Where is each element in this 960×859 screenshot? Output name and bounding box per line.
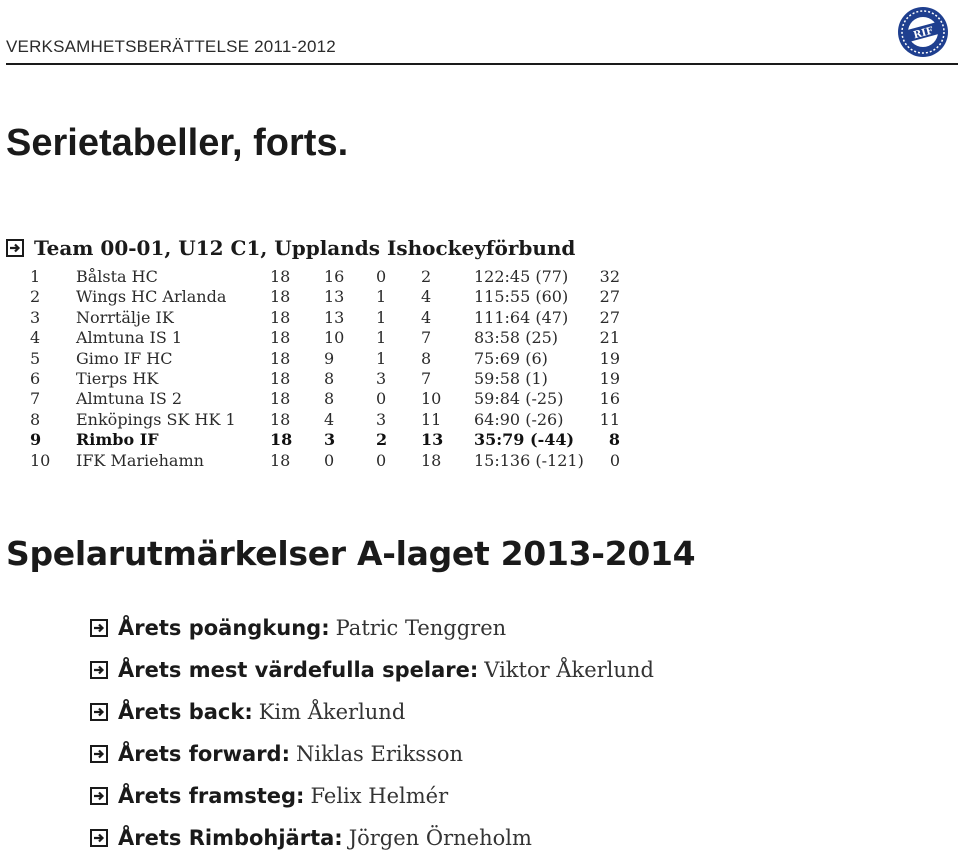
cell-t: 0 xyxy=(376,389,387,409)
cell-pts: 27 xyxy=(599,307,620,327)
cell-pts: 16 xyxy=(599,389,620,409)
award-label: Årets mest värdefulla spelare: xyxy=(118,658,479,682)
cell-w: 13 xyxy=(324,307,345,327)
arrow-box-icon xyxy=(90,703,108,721)
cell-pos: 3 xyxy=(30,307,41,327)
cell-pts: 27 xyxy=(599,287,620,307)
cell-pos: 2 xyxy=(30,287,41,307)
cell-l: 11 xyxy=(421,409,442,429)
cell-gp: 18 xyxy=(270,348,291,368)
cell-t: 0 xyxy=(376,450,387,470)
award-winner: Niklas Eriksson xyxy=(295,742,464,766)
award-winner: Felix Helmér xyxy=(310,784,449,808)
cell-team: Bålsta HC xyxy=(76,267,158,286)
cell-pos: 9 xyxy=(30,430,42,450)
cell-l: 7 xyxy=(421,368,432,388)
cell-goals: 15:136 (-121) xyxy=(474,450,584,470)
cell-team: Enköpings SK HK 1 xyxy=(76,409,236,429)
report-title: VERKSAMHETSBERÄTTELSE 2011-2012 xyxy=(6,37,336,56)
cell-gp: 18 xyxy=(270,430,293,450)
arrow-box-icon xyxy=(6,239,24,257)
cell-goals: 75:69 (6) xyxy=(474,348,548,368)
cell-w: 4 xyxy=(324,409,335,429)
cell-team: Almtuna IS 1 xyxy=(76,328,183,348)
cell-team: Almtuna IS 2 xyxy=(76,389,183,409)
award-label: Årets Rimbohjärta: xyxy=(118,826,343,850)
cell-t: 1 xyxy=(376,328,387,348)
award-item xyxy=(90,649,654,691)
arrow-box-icon xyxy=(90,619,108,637)
cell-pos: 6 xyxy=(30,368,41,388)
page-title: Serietabeller, forts. xyxy=(6,122,349,164)
cell-goals: 35:79 (-44) xyxy=(474,430,575,450)
cell-l: 10 xyxy=(421,389,442,409)
cell-gp: 18 xyxy=(270,389,291,409)
cell-w: 13 xyxy=(324,287,345,307)
cell-w: 9 xyxy=(324,348,335,368)
cell-pts: 8 xyxy=(608,430,620,450)
arrow-box-icon xyxy=(90,661,108,679)
cell-team: Wings HC Arlanda xyxy=(76,287,227,307)
award-item xyxy=(90,691,654,733)
cell-w: 10 xyxy=(324,328,345,348)
cell-pos: 4 xyxy=(30,328,41,348)
awards-title: Spelarutmärkelser A-laget 2013-2014 xyxy=(6,534,696,573)
cell-t: 0 xyxy=(376,267,387,286)
cell-t: 3 xyxy=(376,368,387,388)
cell-pos: 7 xyxy=(30,389,41,409)
cell-gp: 18 xyxy=(270,287,291,307)
cell-pos: 8 xyxy=(30,409,41,429)
cell-pos: 1 xyxy=(30,267,41,286)
cell-t: 1 xyxy=(376,287,387,307)
cell-l: 13 xyxy=(421,430,444,450)
cell-team: Tierps HK xyxy=(76,368,159,388)
cell-w: 3 xyxy=(324,430,336,450)
club-logo-icon xyxy=(896,5,950,59)
cell-t: 2 xyxy=(376,430,388,450)
cell-l: 18 xyxy=(421,450,442,470)
cell-w: 8 xyxy=(324,389,335,409)
cell-pts: 0 xyxy=(609,450,620,470)
cell-goals: 115:55 (60) xyxy=(474,287,569,307)
cell-l: 2 xyxy=(421,267,432,286)
cell-gp: 18 xyxy=(270,450,291,470)
logo-text: RIF xyxy=(912,25,935,42)
award-item xyxy=(90,607,654,649)
cell-l: 4 xyxy=(421,307,432,327)
cell-pts: 11 xyxy=(599,409,620,429)
cell-team: Norrtälje IK xyxy=(76,307,174,327)
award-label: Årets back: xyxy=(118,700,253,724)
cell-l: 8 xyxy=(421,348,432,368)
award-winner: Jörgen Örneholm xyxy=(348,826,532,850)
cell-t: 1 xyxy=(376,307,387,327)
table-heading xyxy=(6,236,575,260)
arrow-box-icon xyxy=(90,787,108,805)
cell-w: 16 xyxy=(324,267,345,286)
cell-goals: 59:58 (1) xyxy=(474,368,548,388)
award-label: Årets poängkung: xyxy=(118,616,330,640)
table-heading-text: Team 00-01, U12 C1, Upplands Ishockeyförbund xyxy=(34,236,576,260)
cell-t: 3 xyxy=(376,409,387,429)
cell-w: 0 xyxy=(324,450,335,470)
award-label: Årets forward: xyxy=(118,742,290,766)
award-label: Årets framsteg: xyxy=(118,784,305,808)
header-divider xyxy=(6,63,958,65)
cell-gp: 18 xyxy=(270,328,291,348)
cell-w: 8 xyxy=(324,368,335,388)
cell-pos: 5 xyxy=(30,348,41,368)
cell-goals: 59:84 (-25) xyxy=(474,389,564,409)
awards-list xyxy=(90,607,654,859)
award-item xyxy=(90,775,654,817)
cell-goals: 83:58 (25) xyxy=(474,328,559,348)
cell-pos: 10 xyxy=(30,450,51,470)
award-winner: Patric Tenggren xyxy=(335,616,507,640)
cell-goals: 122:45 (77) xyxy=(474,267,569,286)
cell-pts: 32 xyxy=(599,267,620,286)
arrow-box-icon xyxy=(90,829,108,847)
cell-team: IFK Mariehamn xyxy=(76,450,204,470)
cell-l: 7 xyxy=(421,328,432,348)
award-item xyxy=(90,733,654,775)
cell-gp: 18 xyxy=(270,267,291,286)
cell-pts: 19 xyxy=(599,368,620,388)
cell-gp: 18 xyxy=(270,368,291,388)
cell-pts: 19 xyxy=(599,348,620,368)
cell-t: 1 xyxy=(376,348,387,368)
award-item xyxy=(90,817,654,859)
cell-team: Rimbo IF xyxy=(76,430,159,450)
award-winner: Viktor Åkerlund xyxy=(484,658,654,682)
arrow-box-icon xyxy=(90,745,108,763)
cell-goals: 111:64 (47) xyxy=(474,307,569,327)
cell-pts: 21 xyxy=(599,328,620,348)
cell-gp: 18 xyxy=(270,409,291,429)
cell-gp: 18 xyxy=(270,307,291,327)
cell-goals: 64:90 (-26) xyxy=(474,409,564,429)
cell-team: Gimo IF HC xyxy=(76,348,173,368)
cell-l: 4 xyxy=(421,287,432,307)
award-winner: Kim Åkerlund xyxy=(258,700,406,724)
